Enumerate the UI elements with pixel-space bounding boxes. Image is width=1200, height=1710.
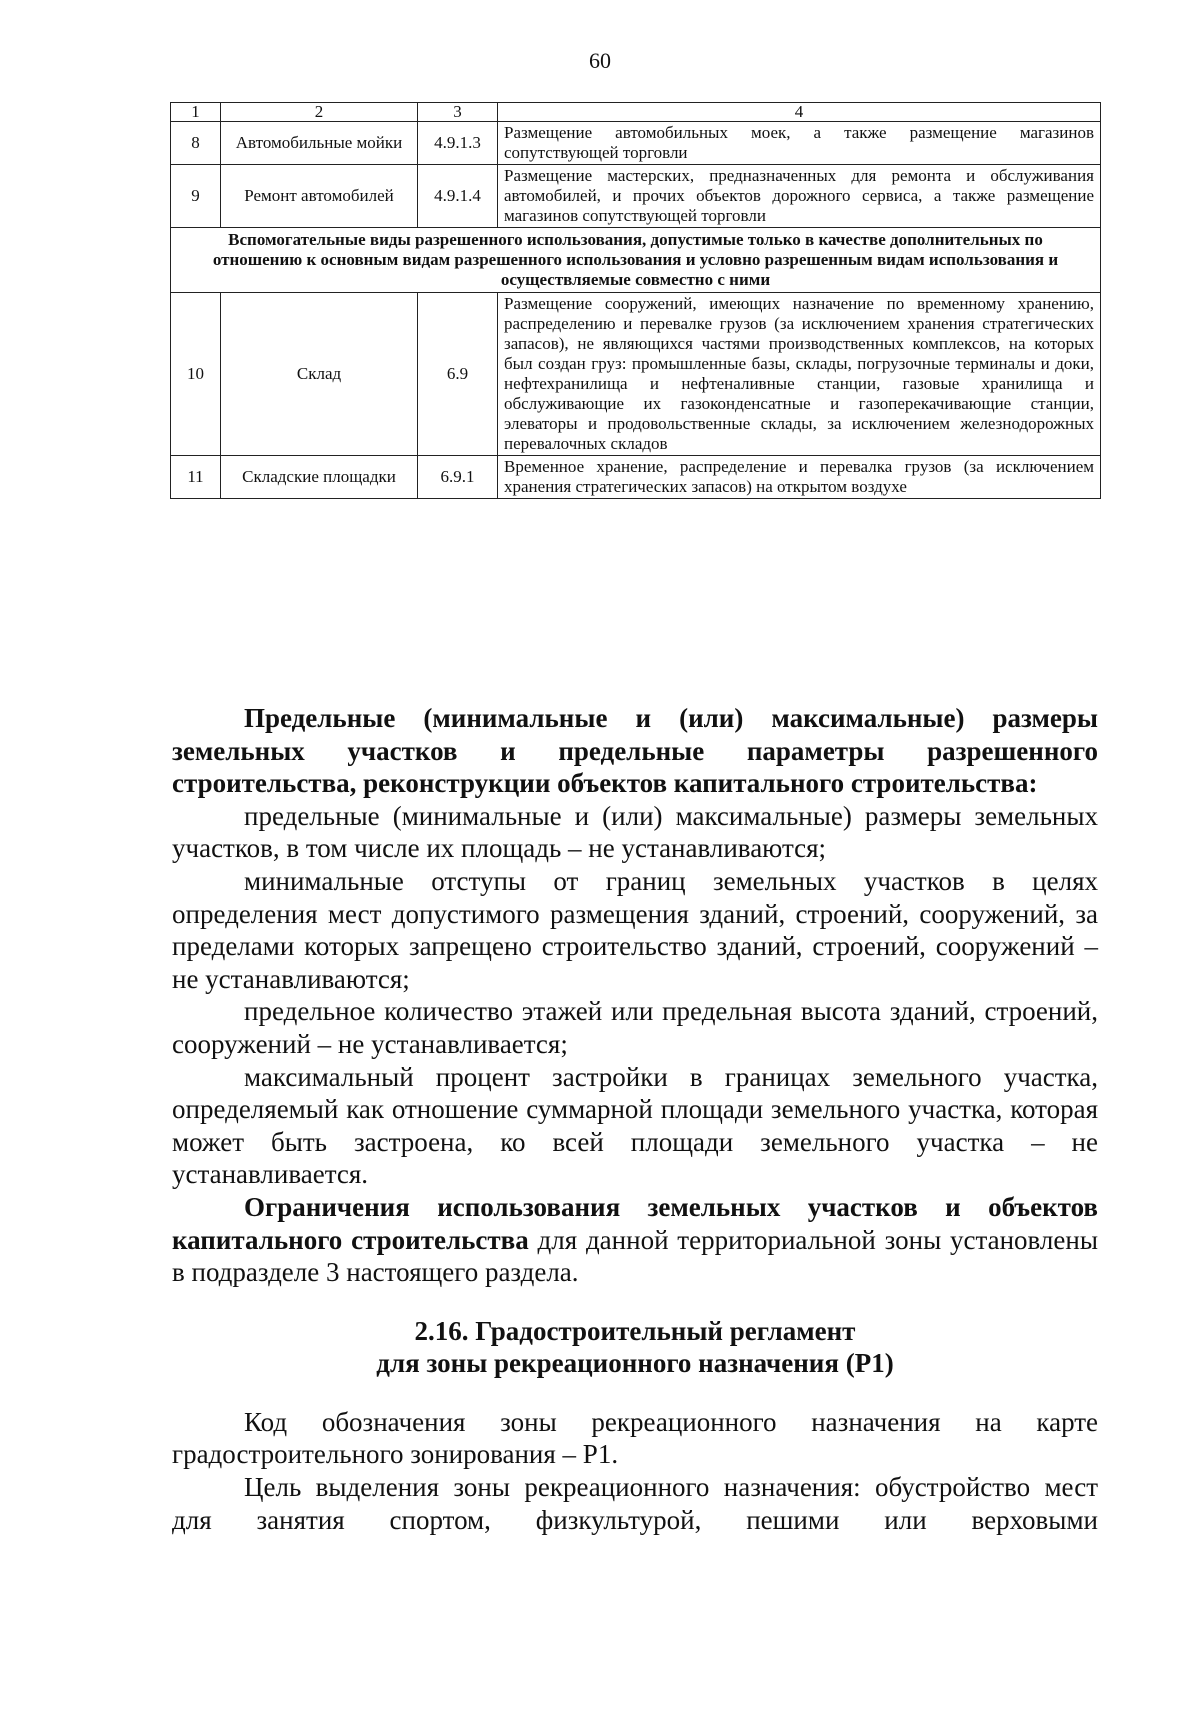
row-number: 8 [171,122,221,165]
row-number: 11 [171,456,221,499]
use-description: Временное хранение, распределение и перевалка грузов (за исключением хранения стратегических запасов) на открытом воздухе [498,456,1101,499]
use-description: Размещение мастерских, предназначенных для ремонта и обслуживания автомобилей, и прочих объектов дорожного сервиса, а также размещение магазинов сопутствующей торговли [498,165,1101,228]
limits-heading: Предельные (минимальные и (или) максимальные) размеры земельных участков и предельные параметры разрешенного строительства, реконструкции объектов капитального строительства: [172,703,1098,799]
use-description: Размещение автомобильных моек, а также размещение магазинов сопутствующей торговли [498,122,1101,165]
use-name: Склад [221,293,418,456]
header-cell: 4 [498,103,1101,122]
paragraph-zone-code: Код обозначения зоны рекреационного назначения на карте градостроительного зонирования – Р1. [172,1406,1098,1470]
use-code: 4.9.1.3 [418,122,498,165]
header-cell: 3 [418,103,498,122]
row-number: 10 [171,293,221,456]
page-number: 60 [589,48,611,73]
land-use-table [170,102,1101,499]
paragraph-setbacks: минимальные отступы от границ земельных участков в целях определения мест допустимого размещения зданий, строений, сооружений, за пределами которых запрещено строительство зданий, строений, сооружений – не устанавливаются; [172,865,1098,994]
table-row [171,293,1101,456]
row-number: 9 [171,165,221,228]
use-description: Размещение сооружений, имеющих назначение по временному хранению, распределению и перевалке грузов (за исключением хранения стратегических запасов), не являющихся частями производственных комплексов, на которых был создан груз: промышленные базы, склады, погрузочные терминалы и доки, нефтехранилища и нефтеналивные станции, газовые хранилища и обслуживающие их газоконденсатные и газоперекачивающие станции, элеваторы и продовольственные склады, за исключением железнодорожных перевалочных складов [498,293,1101,456]
use-name: Ремонт автомобилей [221,165,418,228]
header-cell: 1 [171,103,221,122]
table-row [171,165,1101,228]
use-code: 6.9 [418,293,498,456]
restrictions-rest: для данной территориальной зоны установлены в подразделе 3 настоящего раздела. [172,1224,1098,1288]
use-code: 6.9.1 [418,456,498,499]
restrictions-bold: Ограничения использования земельных участков и объектов капитального строительства [172,1191,1098,1255]
section-heading-line2: для зоны рекреационного назначения (Р1) [376,1348,894,1379]
header-cell: 2 [221,103,418,122]
paragraph-floors: предельное количество этажей или предельная высота зданий, строений, сооружений – не устанавливается; [172,996,1098,1059]
document-body [172,702,1098,1536]
table-row [171,122,1101,165]
auxiliary-uses-heading: Вспомогательные виды разрешенного использования, допустимые только в качестве дополнительных по отношению к основным видам разрешенного использования и условно разрешенным видам использования и осуществляемые совместно с ними [171,228,1101,293]
use-name: Складские площадки [221,456,418,499]
paragraph-zone-goal: Цель выделения зоны рекреационного назначения: обустройство мест для занятия спортом, физкультурой, пешими или верховыми [172,1472,1098,1535]
use-code: 4.9.1.4 [418,165,498,228]
section-heading-line1: 2.16. Градостроительный регламент [414,1315,856,1346]
table-section-row [171,228,1101,293]
paragraph-restrictions [172,1191,1098,1289]
paragraph-coverage: максимальный процент застройки в границах земельного участка, определяемый как отношение суммарной площади земельного участка, которая может быть застроена, ко всей площади земельного участка – не устанавливается. [172,1061,1098,1190]
table-header-row [171,103,1101,122]
table-row [171,456,1101,499]
paragraph-plot-sizes: предельные (минимальные и (или) максимальные) размеры земельных участков, в том числе их площадь – не устанавливаются; [172,800,1098,864]
use-name: Автомобильные мойки [221,122,418,165]
